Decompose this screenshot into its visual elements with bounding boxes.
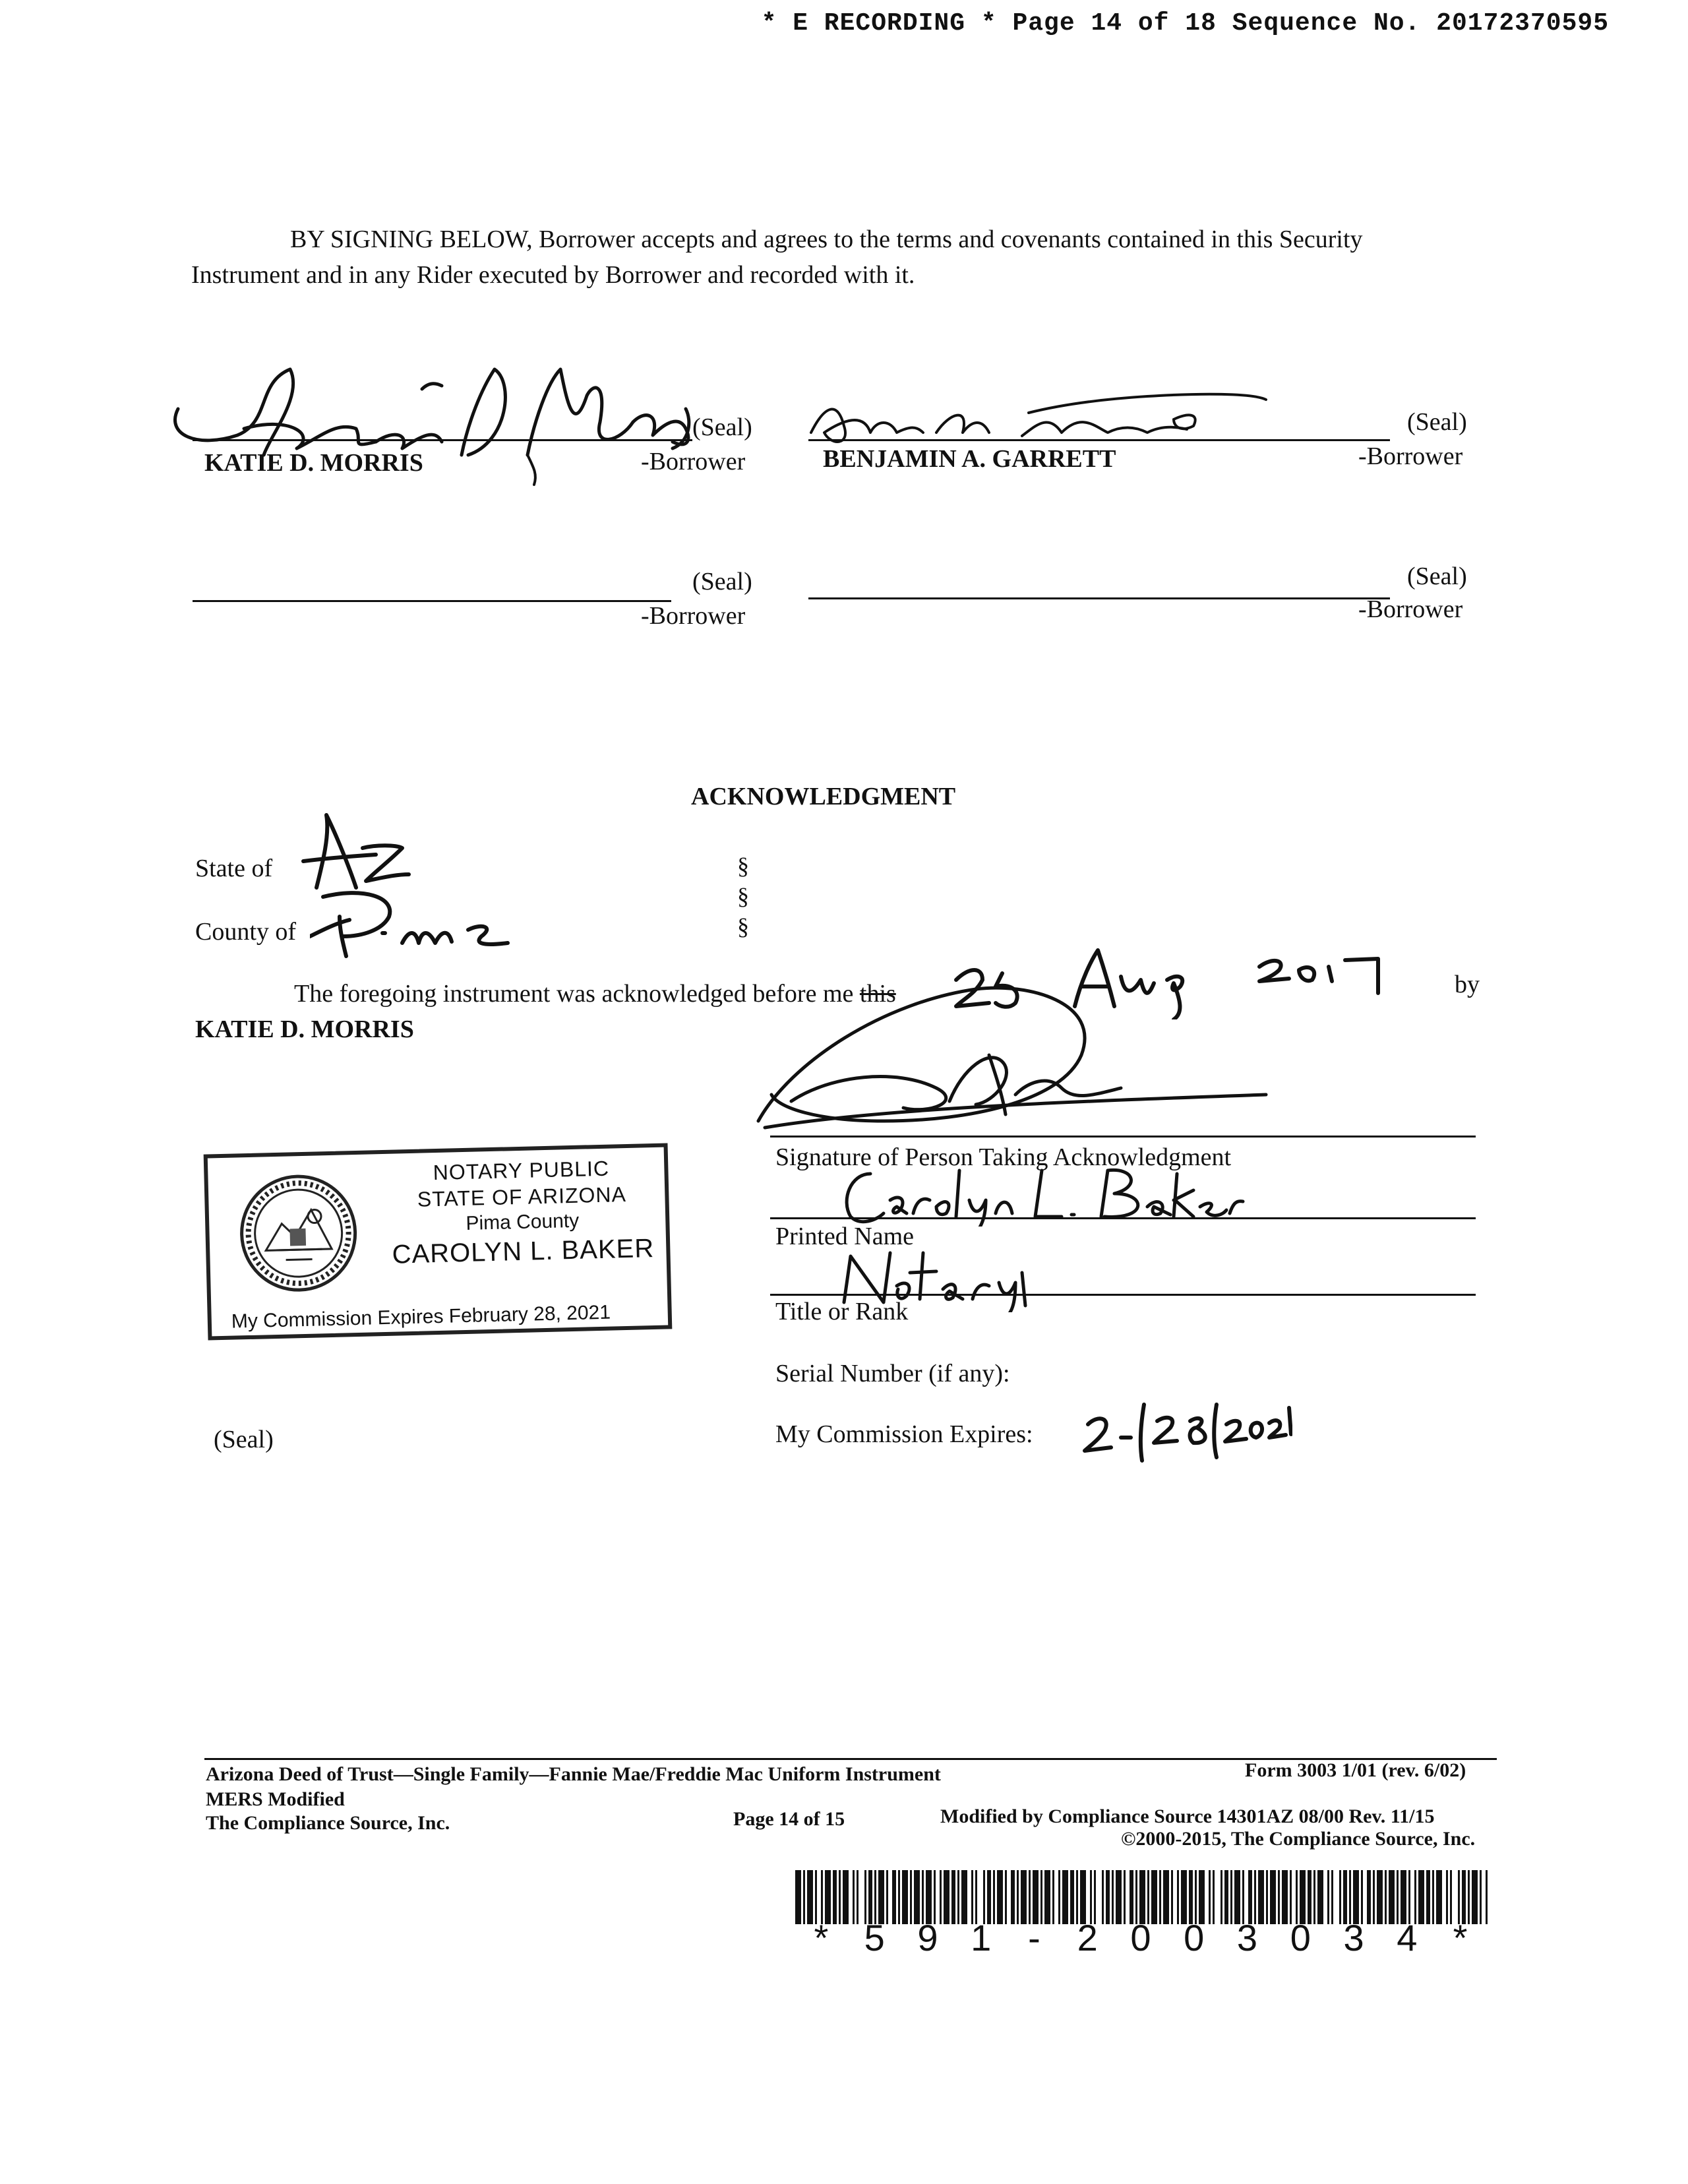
serial-number-label: Serial Number (if any): [775, 1360, 1010, 1387]
notary-stamp [204, 1143, 673, 1340]
signature-line-borrower-4 [808, 597, 1390, 599]
seal-label-3: (Seal) [692, 568, 752, 595]
borrower-name-1: KATIE D. MORRIS [204, 449, 423, 477]
footer-modified-by: Modified by Compliance Source 14301AZ 08/00 Rev. 11/15 [940, 1805, 1435, 1827]
notary-signature-line [770, 1136, 1476, 1138]
footer-company: The Compliance Source, Inc. [206, 1812, 450, 1834]
section-marks: § § § [737, 853, 749, 940]
footer-copyright: ©2000-2015, The Compliance Source, Inc. [1121, 1828, 1476, 1850]
borrower-name-2: BENJAMIN A. GARRETT [823, 445, 1116, 473]
footer-page: Page 14 of 15 [733, 1808, 845, 1830]
title-rank-label: Title or Rank [775, 1298, 909, 1325]
stamp-line-notary-name: CAROLYN L. BAKER [392, 1233, 655, 1269]
barcode-char: * [814, 1917, 830, 1958]
stamp-line-state: STATE OF ARIZONA [417, 1182, 627, 1211]
barcode-char: 0 [1184, 1917, 1206, 1958]
borrower-role-4: -Borrower [1358, 595, 1463, 623]
signature-caption: Signature of Person Taking Acknowledgment [775, 1143, 1232, 1171]
barcode-char: 0 [1290, 1917, 1312, 1958]
state-label: State of [195, 855, 273, 882]
barcode-char: 5 [864, 1917, 886, 1958]
signing-statement-continuation: Instrument and in any Rider executed by Borrower and recorded with it. [191, 261, 915, 289]
barcode-char: 1 [971, 1917, 993, 1958]
barcode-char: 3 [1343, 1917, 1366, 1958]
arizona-state-seal-icon [234, 1169, 363, 1298]
notary-signature [752, 976, 1292, 1141]
acknowledged-person: KATIE D. MORRIS [195, 1016, 414, 1043]
handwritten-county-pima [310, 890, 534, 963]
acknowledgment-title: ACKNOWLEDGMENT [691, 783, 956, 810]
barcode-char: 0 [1130, 1917, 1153, 1958]
barcode-caption [795, 1916, 1488, 1959]
acknowledgment-statement: The foregoing instrument was acknowledged before me this [294, 980, 896, 1008]
stamp-line-notary-public: NOTARY PUBLIC [433, 1156, 610, 1185]
notary-seal-label: (Seal) [214, 1426, 274, 1453]
barcode-char: 4 [1397, 1917, 1419, 1958]
seal-label-4: (Seal) [1407, 562, 1467, 590]
barcode-char: * [1453, 1917, 1469, 1958]
printed-name-label: Printed Name [775, 1223, 915, 1250]
barcode-char: 9 [917, 1917, 940, 1958]
footer-doc-title: Arizona Deed of Trust—Single Family—Fannie Mae/Freddie Mac Uniform Instrument [206, 1763, 941, 1785]
seal-label-1: (Seal) [692, 413, 752, 441]
footer-form-number: Form 3003 1/01 (rev. 6/02) [1245, 1759, 1466, 1781]
seal-label-2: (Seal) [1407, 408, 1467, 436]
recording-banner: * E RECORDING * Page 14 of 18 Sequence No. 20172370595 [761, 9, 1609, 38]
handwritten-printed-name [837, 1161, 1246, 1227]
stamp-line-county: Pima County [466, 1209, 580, 1234]
handwritten-commission-date [1081, 1391, 1292, 1464]
stamp-line-commission: My Commission Expires February 28, 2021 [231, 1301, 611, 1333]
footer-mers: MERS Modified [206, 1788, 345, 1810]
signing-statement-lead: BY SIGNING BELOW, Borrower accepts and agrees to the terms and covenants contained in this Security [290, 226, 1363, 253]
borrower-role-3: -Borrower [641, 602, 746, 630]
borrower-role-2: -Borrower [1358, 442, 1463, 470]
signature-benjamin-garrett [804, 386, 1279, 459]
commission-expires-label: My Commission Expires: [775, 1420, 1033, 1448]
acknowledgment-by: by [1455, 971, 1480, 998]
barcode-char: - [1028, 1917, 1042, 1958]
county-label: County of [195, 918, 297, 946]
handwritten-state-az [290, 808, 422, 894]
barcode-char: 2 [1077, 1917, 1099, 1958]
barcode-char: 3 [1236, 1917, 1259, 1958]
signature-line-borrower-3 [193, 600, 671, 602]
signature-katie-morris [158, 356, 706, 488]
borrower-role-1: -Borrower [641, 448, 746, 475]
